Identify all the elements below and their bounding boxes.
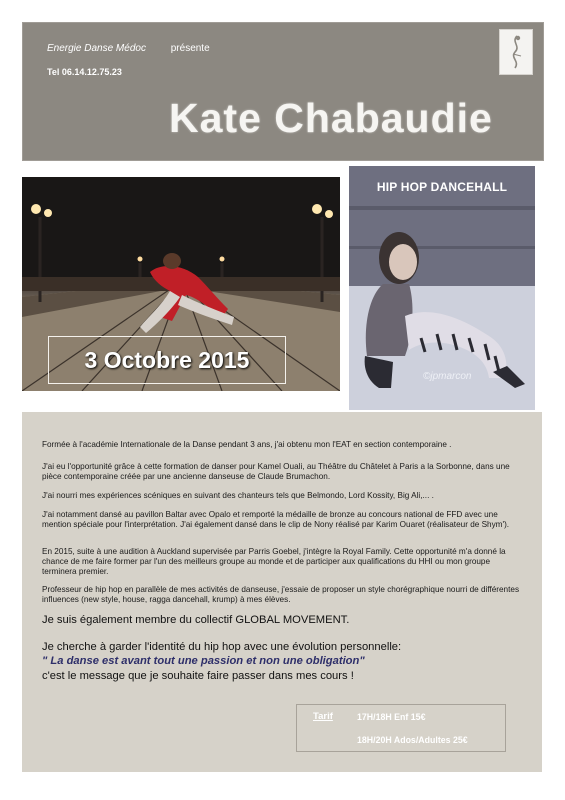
pricing-adults: 18H/20H Ados/Adultes 25€: [357, 735, 468, 745]
phone-number: Tel 06.14.12.75.23: [47, 67, 122, 77]
bio-paragraph: J'ai notamment dansé au pavillon Baltar avec Opalo et remporté la médaille de bronze au concours national de FFD avec une mention spéciale pour l'interprétation. J'ai également dansé dans le clip de Nony réalisé par Karim Ouaret (réalisateur de Shym').: [42, 510, 510, 529]
motto-quote: " La danse est avant tout une passion et non une obligation": [42, 655, 365, 667]
dancer-portrait-photo: [349, 166, 535, 410]
bio-section: [22, 412, 542, 772]
logo: [499, 29, 533, 75]
bio-paragraph: J'ai nourri mes expériences scéniques en suivant des chanteurs tels que Belmondo, Lord Kossity, Big Ali,... .: [42, 491, 434, 500]
bio-paragraph: Formée à l'académie Internationale de la Danse pendant 3 ans, j'ai obtenu mon l'EAT en section contemporaine .: [42, 440, 452, 449]
bio-paragraph: J'ai eu l'opportunité grâce à cette formation de danser pour Kamel Ouali, au Théâtre du Châtelet à Paris a la Sorbonne, dans une pièce contemporaine créée par une ancienne danseuse de Claude Brumachon.: [42, 462, 510, 481]
dancer-logo-icon: [500, 30, 532, 74]
organizer-line: [47, 43, 210, 54]
artist-name: Kate Chabaudie: [169, 95, 493, 141]
event-date: 3 Octobre 2015: [84, 346, 250, 373]
pricing-box: [296, 704, 506, 752]
collective-statement: Je suis également membre du collectif GLOBAL MOVEMENT.: [42, 614, 350, 626]
closing-message: c'est le message que je souhaite faire passer dans mes cours !: [42, 670, 354, 682]
identity-statement: Je cherche à garder l'identité du hip hop avec une évolution personnelle:: [42, 641, 402, 653]
header-banner: [22, 22, 544, 161]
event-date-frame: [48, 336, 286, 384]
style-title: HIP HOP DANCEHALL: [376, 180, 508, 194]
bio-paragraph: Professeur de hip hop en parallèle de mes activités de danseuse, j'essaie de proposer un style chorégraphique nourri de différentes influences (new style, house, ragga dancehall, krump) à mes élèves.: [42, 585, 520, 604]
bio-paragraph: En 2015, suite à une audition à Auckland supervisée par Parris Goebel, j'intègre la Royal Family. Cette opportunité m'a donné la chance de me faire former par l'un des meilleurs groupe au monde et de participer aux qualifications du HHI ou mon groupe terminera premier.: [42, 547, 506, 576]
presents-text: présente: [170, 43, 210, 54]
organizer-name: Energie Danse Médoc: [47, 43, 146, 54]
photo-credit: ©jpmarcon: [423, 371, 472, 382]
pricing-children: 17H/18H Enf 15€: [357, 712, 426, 722]
pricing-label: Tarif: [313, 711, 333, 722]
